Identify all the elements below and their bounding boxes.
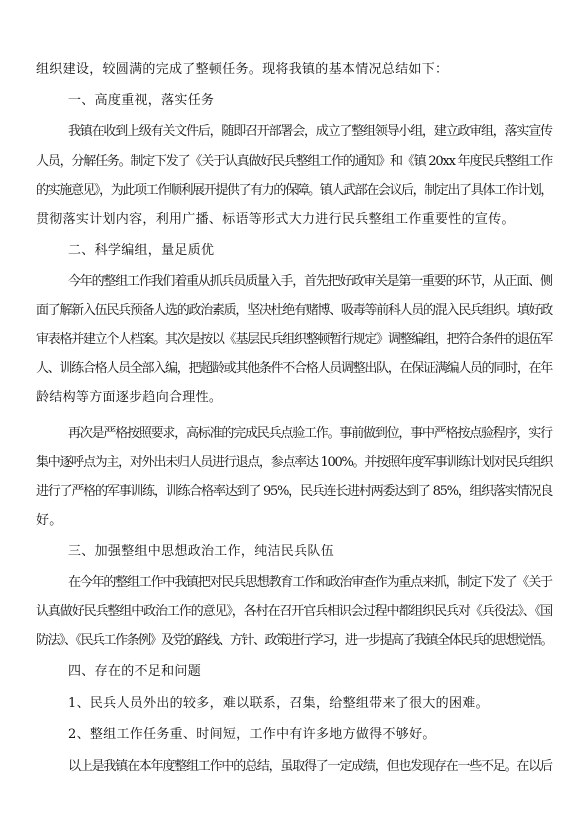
list-item: 2、整组工作任务重、时间短，工作中有许多地方做得不够好。 [68, 727, 436, 742]
text-line: 人、训练合格人员全部入编，把超龄或其他条件不合格人员调整出队，在保证满编人员的同时，在年 [36, 361, 552, 376]
text-line: 贯彻落实计划内容，利用广播、标语等形式大力进行民兵整组工作重要性的宣传。 [36, 212, 515, 227]
text-line: 龄结构等方面逐步趋向合理性。 [36, 390, 223, 405]
section-heading: 一、高度重视，落实任务 [68, 93, 215, 108]
text-line: 的实施意见》，为此项工作顺利展开提供了有力的保障。镇人武部在会议后，制定出了具体工作计划， [36, 183, 552, 198]
text-line: 认真做好民兵整组中政治工作的意见》，各村在召开官兵相识会过程中都组织民兵对《兵役法》、《国 [36, 604, 553, 619]
text-line: 今年的整组工作我们着重从抓兵员质量入手，首先把好政审关是第一重要的环节，从正面、侧 [68, 274, 552, 289]
text-line: 以上是我镇在本年度整组工作中的总结，虽取得了一定成绩，但也发现存在一些不足。在以后 [68, 759, 552, 774]
text-line: 我镇在收到上级有关文件后，随即召开部署会，成立了整组领导小组，建立政审组，落实宣传 [68, 124, 552, 139]
section-heading: 三、加强整组中思想政治工作，纯洁民兵队伍 [68, 544, 335, 559]
text-line: 再次是严格按照要求，高标准的完成民兵点验工作。事前做到位，事中严格按点验程序，实行 [68, 426, 552, 441]
document-body [36, 0, 552, 818]
text-line: 好。 [36, 513, 63, 528]
text-line: 防法》、《民兵工作条例》及党的路线、方针、政策进行学习，进一步提高了我镇全体民兵的思想觉悟。 [36, 633, 553, 648]
text-line: 组织建设，较圆满的完成了整顿任务。现将我镇的基本情况总结如下： [36, 62, 449, 77]
text-line: 集中逐呼点为主，对外出未归人员进行退点，参点率达 100%。并按照年度军事训练计划对民兵组织 [36, 455, 552, 470]
section-heading: 二、科学编组，量足质优 [68, 243, 215, 258]
text-line: 在今年的整组工作中我镇把对民兵思想教育工作和政治审查作为重点来抓，制定下发了《关于 [68, 575, 552, 590]
text-line: 审表格并建立个人档案。其次是按以《基层民兵组织整顿暂行规定》调整编组，把符合条件的退伍军 [36, 332, 552, 347]
section-heading: 四、存在的不足和问题 [68, 664, 202, 679]
text-line: 面了解新入伍民兵预备人选的政治素质，坚决杜绝有赌博、吸毒等前科人员的混入民兵组织。填好政 [36, 303, 552, 318]
text-line: 人员，分解任务。制定下发了《关于认真做好民兵整组工作的通知》和《镇 20xx 年度民兵整组工作 [36, 154, 553, 169]
text-line: 进行了严格的军事训练，训练合格率达到了 95%，民兵连长进村两委达到了 85%，组织落实情况良 [36, 484, 552, 499]
list-item: 1、民兵人员外出的较多，难以联系，召集，给整组带来了很大的困难。 [68, 696, 489, 711]
